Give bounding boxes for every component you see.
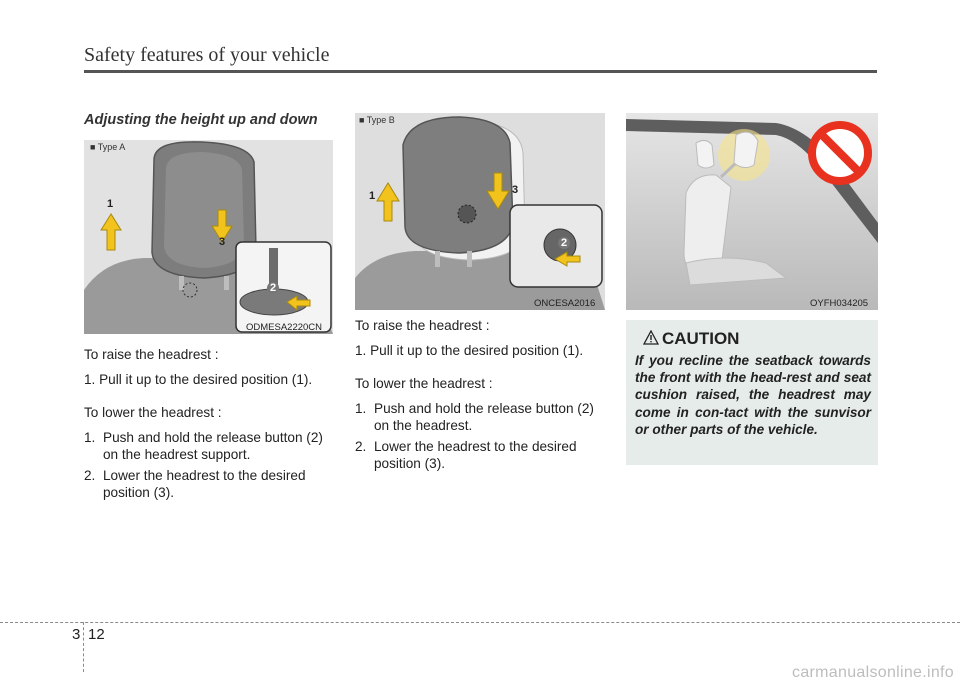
- raise-step-b-1: 1. Pull it up to the desired position (1).: [355, 343, 584, 358]
- marker-1-type-a: 1: [107, 198, 114, 210]
- lower-step-b-1: 1. Push and hold the release button (2) on the headrest.: [355, 401, 594, 433]
- prohibit-icon: [812, 125, 868, 181]
- chapter-number: 3: [72, 626, 81, 643]
- column-b-text: [355, 317, 605, 476]
- column-a-text: [84, 346, 334, 505]
- marker-2-type-a: 2: [267, 282, 279, 294]
- figure-code-type-a: ODMESA2220CN: [246, 322, 323, 333]
- marker-2-type-b: 2: [558, 237, 570, 249]
- caution-text: If you recline the seatback towards the front with the head-rest and seat cushion raised, the headrest may come in con-tact with the sunvisor or other parts of the vehicle.: [635, 353, 871, 437]
- raise-heading-b: To raise the headrest :: [355, 318, 490, 333]
- warning-triangle-icon: [643, 330, 659, 345]
- header-rule: [84, 70, 877, 73]
- marker-1-type-b: 1: [369, 190, 376, 202]
- headrest-type-a-illustration: [84, 140, 333, 334]
- lower-step-a-2: 2. Lower the headrest to the desired position (3).: [84, 468, 306, 500]
- page-number: 12: [88, 626, 105, 643]
- type-b-label: ■ Type B: [359, 115, 395, 125]
- figure-recline-warning: [626, 113, 878, 310]
- lower-heading-b: To lower the headrest :: [355, 376, 493, 391]
- watermark: carmanualsonline.info: [792, 664, 954, 681]
- section-heading: Adjusting the height up and down: [84, 112, 318, 128]
- raise-step-a-1: 1. Pull it up to the desired position (1).: [84, 372, 313, 387]
- marker-3-type-b: 3: [512, 184, 519, 196]
- figure-code-recline: OYFH034205: [810, 298, 869, 309]
- lower-step-a-1: 1. Push and hold the release button (2) on the headrest support.: [84, 430, 323, 462]
- raise-heading-a: To raise the headrest :: [84, 347, 219, 362]
- headrest-type-b-illustration: [355, 113, 605, 310]
- lower-step-b-2: 2. Lower the headrest to the desired position (3).: [355, 439, 577, 471]
- figure-type-a: [84, 140, 333, 334]
- page-header-title: Safety features of your vehicle: [84, 44, 330, 66]
- figure-code-type-b: ONCESA2016: [534, 298, 596, 309]
- footer-divider: [83, 622, 84, 672]
- recline-seat-illustration: [626, 113, 878, 310]
- caution-title: CAUTION: [662, 329, 740, 348]
- footer-rule: [0, 622, 960, 623]
- lower-heading-a: To lower the headrest :: [84, 405, 222, 420]
- type-a-label: ■ Type A: [90, 142, 126, 152]
- figure-type-b: [355, 113, 605, 310]
- marker-3-type-a: 3: [219, 236, 226, 248]
